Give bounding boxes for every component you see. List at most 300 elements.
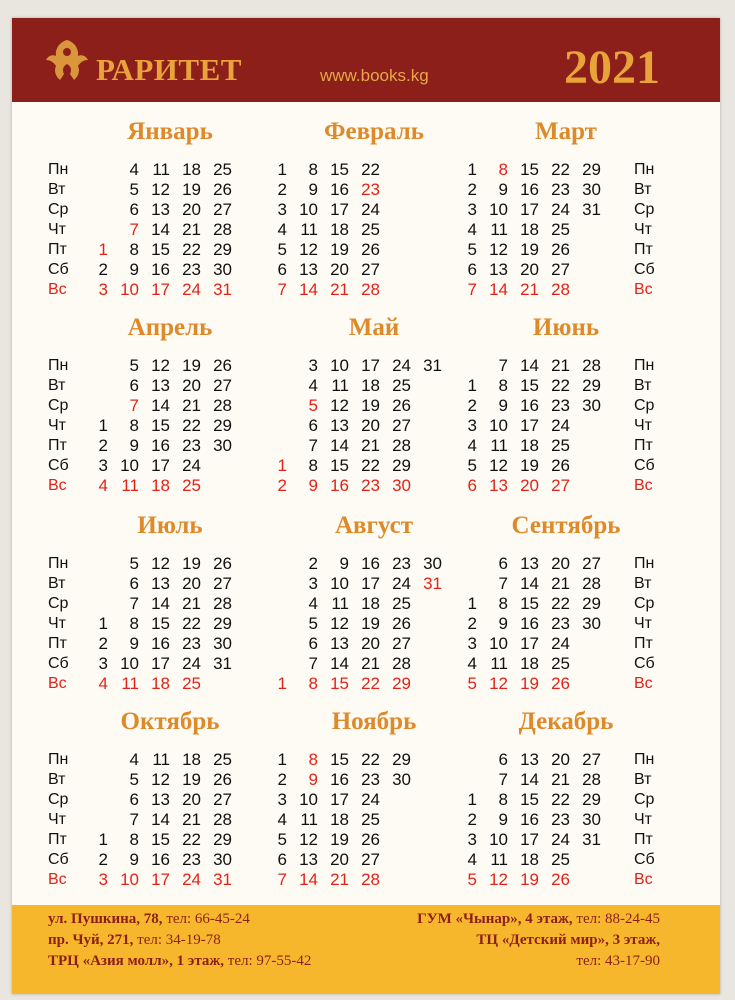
day-cell: 11 — [121, 476, 139, 495]
day-cell: 5 — [467, 870, 477, 889]
day-cell: 16 — [361, 554, 380, 573]
day-cell: 26 — [361, 240, 380, 259]
day-cell: 7 — [129, 396, 139, 415]
day-cell: 11 — [152, 160, 170, 179]
weekday-label: Ср — [634, 397, 655, 414]
day-cell: 18 — [520, 436, 539, 455]
weekday-label: Вт — [634, 575, 652, 592]
day-cell: 24 — [551, 830, 570, 849]
day-cell: 10 — [489, 416, 508, 435]
day-cell: 26 — [361, 830, 380, 849]
day-cell: 16 — [520, 396, 539, 415]
week-column — [140, 160, 170, 300]
week-column — [447, 160, 477, 300]
weekday-label: Ср — [634, 595, 655, 612]
week-column — [171, 554, 201, 694]
month-title: Сентябрь — [511, 512, 621, 539]
day-cell: 20 — [182, 376, 201, 395]
day-cell: 4 — [467, 850, 477, 869]
day-cell: 24 — [392, 574, 411, 593]
day-cell: 23 — [182, 850, 201, 869]
day-cell: 21 — [330, 870, 349, 889]
day-cell: 6 — [498, 750, 508, 769]
day-cell: 9 — [339, 554, 349, 573]
day-cell: 16 — [520, 180, 539, 199]
day-cell: 25 — [392, 594, 411, 613]
calendar-year: 2021 — [564, 41, 660, 94]
day-cell: 21 — [330, 280, 349, 299]
month-title: Октябрь — [120, 708, 220, 735]
day-cell: 20 — [520, 260, 539, 279]
week-column — [412, 554, 442, 694]
day-cell: 14 — [520, 770, 539, 789]
day-cell: 24 — [551, 634, 570, 653]
day-cell: 15 — [151, 416, 170, 435]
day-cell: 15 — [520, 594, 539, 613]
day-cell: 4 — [467, 220, 477, 239]
week-column — [381, 554, 411, 694]
day-cell: 13 — [489, 260, 508, 279]
day-cell: 20 — [551, 750, 570, 769]
day-cell: 9 — [308, 476, 318, 495]
weekday-label: Ср — [48, 791, 69, 808]
day-cell: 19 — [182, 554, 201, 573]
day-cell: 14 — [520, 574, 539, 593]
week-column — [412, 356, 442, 496]
weekday-label: Вс — [48, 871, 67, 888]
day-cell: 7 — [498, 770, 508, 789]
day-cell: 17 — [151, 654, 170, 673]
week-column — [509, 160, 539, 300]
day-cell: 2 — [467, 810, 477, 829]
day-cell: 6 — [129, 574, 139, 593]
day-cell: 10 — [299, 200, 318, 219]
day-cell: 22 — [551, 376, 570, 395]
day-cell: 11 — [300, 810, 318, 829]
weekday-label: Вт — [634, 771, 652, 788]
day-cell: 6 — [129, 200, 139, 219]
week-column — [478, 750, 508, 890]
day-cell: 19 — [182, 180, 201, 199]
day-cell: 10 — [120, 280, 139, 299]
day-cell: 22 — [551, 594, 570, 613]
day-cell: 27 — [392, 634, 411, 653]
day-cell: 1 — [277, 160, 287, 179]
month-title: Февраль — [324, 118, 424, 145]
day-cell: 11 — [331, 376, 349, 395]
day-cell: 2 — [98, 634, 108, 653]
week-column — [350, 356, 380, 496]
day-cell: 1 — [467, 790, 477, 809]
weekday-label: Чт — [634, 811, 652, 828]
day-cell: 28 — [361, 280, 380, 299]
day-cell: 30 — [582, 614, 601, 633]
day-cell: 18 — [182, 160, 201, 179]
day-cell: 30 — [213, 850, 232, 869]
day-cell: 25 — [361, 810, 380, 829]
day-cell: 10 — [299, 790, 318, 809]
day-cell: 4 — [467, 654, 477, 673]
day-cell: 25 — [551, 850, 570, 869]
day-cell: 21 — [182, 594, 201, 613]
day-cell: 20 — [551, 554, 570, 573]
day-cell: 29 — [582, 790, 601, 809]
weekday-label: Вт — [48, 377, 66, 394]
day-cell: 2 — [467, 180, 477, 199]
day-cell: 12 — [489, 456, 508, 475]
day-cell: 3 — [98, 870, 108, 889]
day-cell: 6 — [308, 416, 318, 435]
weekday-label: Сб — [634, 261, 655, 278]
day-cell: 26 — [213, 356, 232, 375]
day-cell: 26 — [392, 396, 411, 415]
month-title: Март — [535, 118, 597, 145]
day-cell: 4 — [98, 476, 108, 495]
month-title: Январь — [127, 118, 213, 145]
day-cell: 12 — [330, 396, 349, 415]
day-cell: 29 — [213, 830, 232, 849]
week-column — [257, 356, 287, 496]
day-cell: 30 — [582, 810, 601, 829]
weekday-label: Пн — [48, 555, 69, 572]
weekday-label: Пн — [634, 161, 655, 178]
day-cell: 23 — [551, 810, 570, 829]
day-cell: 2 — [467, 614, 477, 633]
weekday-labels — [48, 750, 88, 890]
day-cell: 25 — [182, 476, 201, 495]
week-column — [140, 554, 170, 694]
weekday-label: Сб — [634, 851, 655, 868]
day-cell: 18 — [520, 220, 539, 239]
day-cell: 15 — [520, 790, 539, 809]
day-cell: 25 — [551, 654, 570, 673]
calendar-header — [12, 18, 720, 102]
week-column — [478, 356, 508, 496]
day-cell: 18 — [151, 476, 170, 495]
day-cell: 21 — [361, 654, 380, 673]
week-column — [109, 750, 139, 890]
day-cell: 11 — [121, 674, 139, 693]
day-cell: 22 — [182, 416, 201, 435]
week-column — [202, 356, 232, 496]
day-cell: 19 — [520, 240, 539, 259]
day-cell: 23 — [392, 554, 411, 573]
day-cell: 29 — [582, 594, 601, 613]
week-column — [319, 356, 349, 496]
day-cell: 17 — [361, 356, 380, 375]
day-cell: 16 — [330, 770, 349, 789]
day-cell: 15 — [330, 456, 349, 475]
day-cell: 21 — [520, 280, 539, 299]
weekday-label: Чт — [634, 615, 652, 632]
day-cell: 27 — [213, 376, 232, 395]
day-cell: 30 — [213, 436, 232, 455]
weekday-label: Ср — [634, 791, 655, 808]
day-cell: 9 — [498, 180, 508, 199]
day-cell: 29 — [392, 674, 411, 693]
weekday-label: Вс — [634, 477, 653, 494]
weekday-label: Чт — [48, 615, 66, 632]
week-column — [350, 750, 380, 890]
day-cell: 28 — [213, 810, 232, 829]
day-cell: 19 — [361, 614, 380, 633]
day-cell: 13 — [299, 850, 318, 869]
week-column — [350, 554, 380, 694]
day-cell: 27 — [361, 850, 380, 869]
day-cell: 17 — [151, 456, 170, 475]
day-cell: 26 — [213, 554, 232, 573]
week-column — [257, 750, 287, 890]
day-cell: 16 — [330, 180, 349, 199]
day-cell: 13 — [520, 554, 539, 573]
day-cell: 16 — [151, 634, 170, 653]
day-cell: 3 — [308, 574, 318, 593]
week-column — [447, 750, 477, 890]
day-cell: 28 — [392, 654, 411, 673]
week-column — [319, 160, 349, 300]
day-cell: 19 — [182, 770, 201, 789]
day-cell: 18 — [330, 220, 349, 239]
day-cell: 22 — [182, 240, 201, 259]
day-cell: 29 — [392, 456, 411, 475]
day-cell: 8 — [498, 160, 508, 179]
day-cell: 16 — [151, 850, 170, 869]
day-cell: 11 — [490, 436, 508, 455]
day-cell: 12 — [489, 240, 508, 259]
day-cell: 31 — [423, 356, 442, 375]
week-column — [109, 554, 139, 694]
week-column — [140, 750, 170, 890]
day-cell: 8 — [308, 160, 318, 179]
weekday-label: Пт — [634, 437, 653, 454]
day-cell: 8 — [308, 456, 318, 475]
day-cell: 27 — [392, 416, 411, 435]
day-cell: 23 — [361, 770, 380, 789]
day-cell: 7 — [467, 280, 477, 299]
weekday-label: Ср — [634, 201, 655, 218]
address-line: тел: 43-17-90 — [576, 953, 660, 969]
day-cell: 18 — [182, 750, 201, 769]
day-cell: 10 — [120, 456, 139, 475]
day-cell: 8 — [129, 614, 139, 633]
day-cell: 14 — [299, 870, 318, 889]
day-cell: 12 — [151, 770, 170, 789]
day-cell: 5 — [467, 456, 477, 475]
day-cell: 2 — [98, 260, 108, 279]
day-cell: 31 — [423, 574, 442, 593]
day-cell: 22 — [182, 614, 201, 633]
day-cell: 27 — [582, 554, 601, 573]
day-cell: 24 — [182, 456, 201, 475]
weekday-label: Вс — [48, 477, 67, 494]
week-column — [140, 356, 170, 496]
day-cell: 15 — [330, 750, 349, 769]
day-cell: 28 — [551, 280, 570, 299]
weekday-label: Сб — [48, 457, 69, 474]
day-cell: 31 — [213, 654, 232, 673]
day-cell: 21 — [182, 396, 201, 415]
day-cell: 12 — [330, 614, 349, 633]
week-column — [571, 554, 601, 694]
week-column — [171, 160, 201, 300]
day-cell: 14 — [489, 280, 508, 299]
day-cell: 17 — [151, 280, 170, 299]
day-cell: 13 — [520, 750, 539, 769]
week-column — [288, 356, 318, 496]
day-cell: 10 — [489, 830, 508, 849]
day-cell: 11 — [331, 594, 349, 613]
day-cell: 16 — [330, 476, 349, 495]
day-cell: 22 — [361, 160, 380, 179]
weekday-label: Пн — [634, 555, 655, 572]
month-title: Июль — [137, 512, 203, 539]
day-cell: 29 — [582, 160, 601, 179]
day-cell: 23 — [551, 396, 570, 415]
weekday-label: Чт — [48, 417, 66, 434]
day-cell: 3 — [467, 830, 477, 849]
day-cell: 1 — [467, 376, 477, 395]
day-cell: 27 — [551, 476, 570, 495]
day-cell: 13 — [151, 200, 170, 219]
week-column — [509, 554, 539, 694]
day-cell: 13 — [489, 476, 508, 495]
day-cell: 20 — [182, 200, 201, 219]
day-cell: 20 — [361, 416, 380, 435]
week-column — [257, 160, 287, 300]
day-cell: 21 — [182, 220, 201, 239]
day-cell: 17 — [520, 200, 539, 219]
day-cell: 6 — [129, 376, 139, 395]
month-title: Апрель — [127, 314, 213, 341]
day-cell: 3 — [467, 416, 477, 435]
day-cell: 27 — [213, 200, 232, 219]
day-cell: 6 — [467, 260, 477, 279]
day-cell: 30 — [582, 180, 601, 199]
addresses-right — [417, 909, 660, 972]
day-cell: 9 — [308, 180, 318, 199]
day-cell: 21 — [182, 810, 201, 829]
day-cell: 1 — [467, 160, 477, 179]
day-cell: 6 — [277, 260, 287, 279]
day-cell: 19 — [330, 830, 349, 849]
weekday-label: Чт — [634, 417, 652, 434]
day-cell: 18 — [520, 850, 539, 869]
day-cell: 11 — [300, 220, 318, 239]
day-cell: 12 — [299, 240, 318, 259]
weekday-label: Пт — [48, 635, 67, 652]
day-cell: 4 — [277, 220, 287, 239]
day-cell: 9 — [129, 260, 139, 279]
day-cell: 17 — [330, 790, 349, 809]
day-cell: 7 — [498, 356, 508, 375]
day-cell: 23 — [361, 180, 380, 199]
day-cell: 22 — [361, 750, 380, 769]
weekday-label: Вт — [48, 181, 66, 198]
week-column — [319, 554, 349, 694]
weekday-label: Вт — [48, 575, 66, 592]
week-column — [350, 160, 380, 300]
week-column — [288, 750, 318, 890]
day-cell: 15 — [520, 160, 539, 179]
day-cell: 15 — [330, 160, 349, 179]
weekday-label: Чт — [48, 811, 66, 828]
day-cell: 30 — [213, 634, 232, 653]
day-cell: 1 — [98, 614, 108, 633]
weekday-label: Пт — [48, 437, 67, 454]
day-cell: 13 — [299, 260, 318, 279]
day-cell: 19 — [520, 674, 539, 693]
day-cell: 13 — [151, 790, 170, 809]
day-cell: 14 — [151, 594, 170, 613]
day-cell: 13 — [151, 376, 170, 395]
day-cell: 12 — [299, 830, 318, 849]
day-cell: 26 — [551, 240, 570, 259]
week-column — [319, 750, 349, 890]
day-cell: 16 — [520, 614, 539, 633]
day-cell: 3 — [308, 356, 318, 375]
day-cell: 22 — [361, 674, 380, 693]
weekday-label: Вс — [48, 675, 67, 692]
day-cell: 8 — [129, 830, 139, 849]
day-cell: 17 — [520, 830, 539, 849]
day-cell: 9 — [129, 436, 139, 455]
week-column — [257, 554, 287, 694]
day-cell: 14 — [151, 810, 170, 829]
week-column — [171, 750, 201, 890]
month-title: Май — [348, 314, 400, 341]
day-cell: 24 — [361, 200, 380, 219]
day-cell: 9 — [129, 634, 139, 653]
day-cell: 2 — [467, 396, 477, 415]
day-cell: 25 — [361, 220, 380, 239]
day-cell: 8 — [498, 790, 508, 809]
day-cell: 2 — [277, 476, 287, 495]
day-cell: 23 — [182, 436, 201, 455]
month-title: Август — [334, 512, 413, 539]
day-cell: 7 — [498, 574, 508, 593]
day-cell: 5 — [467, 240, 477, 259]
week-column — [171, 356, 201, 496]
week-column — [478, 554, 508, 694]
day-cell: 8 — [308, 750, 318, 769]
day-cell: 14 — [299, 280, 318, 299]
day-cell: 15 — [151, 830, 170, 849]
day-cell: 26 — [551, 456, 570, 475]
weekday-label: Вт — [634, 377, 652, 394]
address-line: ул. Пушкина, 78, тел: 66-45-24 — [48, 911, 250, 927]
day-cell: 5 — [129, 770, 139, 789]
day-cell: 22 — [551, 790, 570, 809]
day-cell: 1 — [277, 674, 287, 693]
addresses-left — [48, 909, 311, 972]
day-cell: 1 — [98, 416, 108, 435]
day-cell: 25 — [213, 750, 232, 769]
week-column — [509, 356, 539, 496]
day-cell: 28 — [582, 356, 601, 375]
day-cell: 10 — [120, 870, 139, 889]
day-cell: 31 — [213, 870, 232, 889]
website-url: www.books.kg — [320, 66, 429, 85]
day-cell: 18 — [361, 594, 380, 613]
day-cell: 1 — [98, 830, 108, 849]
address-line: ТЦ «Детский мир», 3 этаж, — [476, 932, 660, 948]
day-cell: 25 — [182, 674, 201, 693]
day-cell: 22 — [551, 160, 570, 179]
day-cell: 14 — [330, 436, 349, 455]
day-cell: 18 — [151, 674, 170, 693]
day-cell: 11 — [490, 654, 508, 673]
day-cell: 28 — [213, 594, 232, 613]
